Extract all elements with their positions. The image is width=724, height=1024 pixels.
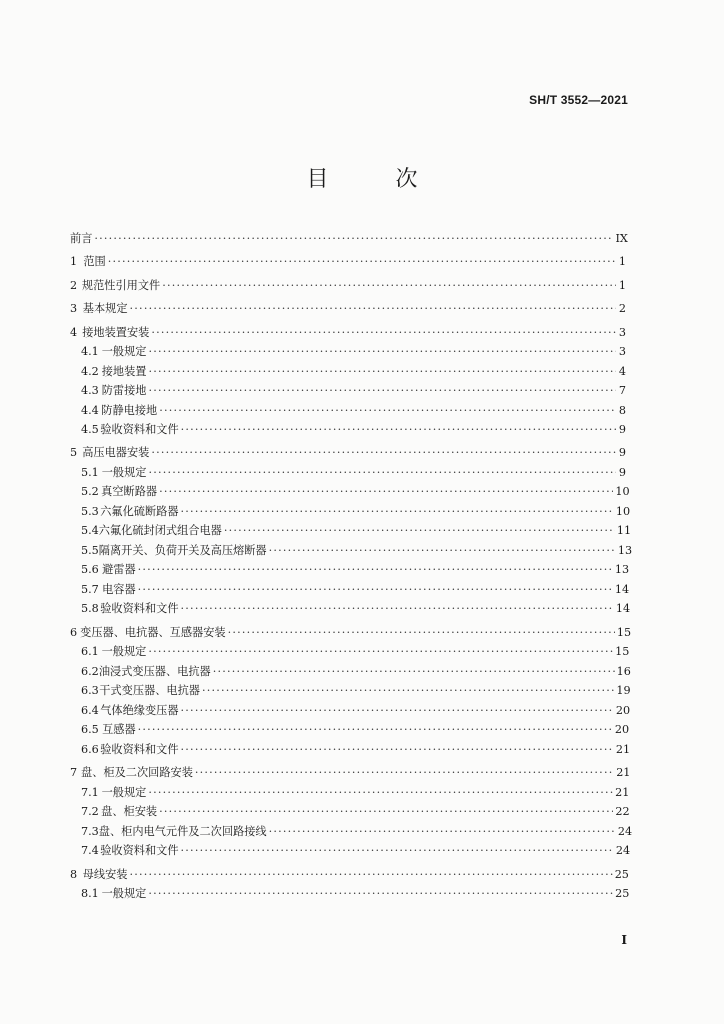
toc-entry [70,720,630,740]
toc-leader-dots [181,841,614,861]
toc-entry-page: 2 [618,302,626,316]
toc-entry [70,580,630,600]
page-folio: I [621,933,627,947]
toc-entry [70,642,630,662]
toc-entry [70,560,630,580]
toc-entry-page: 24 [615,844,631,858]
toc-entry [70,783,630,803]
toc-entry-number: 8 [70,867,78,881]
toc-entry-page: 11 [616,524,632,538]
toc-entry-page: 3 [618,345,626,359]
toc-entry-label: 规范性引用文件 [81,278,161,292]
toc-entry-number: 7.1 [81,785,99,799]
toc-entry-number: 6.6 [81,742,99,756]
toc-entry-number: 7 [70,766,78,780]
toc-leader-dots [149,463,617,483]
toc-entry-label: 前言 [70,232,93,245]
toc-entry-number: 5.2 [81,485,99,499]
toc-leader-dots [149,342,617,362]
toc-entry-label: 防静电接地 [101,403,158,417]
toc-entry-page: 7 [618,384,626,398]
toc-entry [70,884,630,904]
toc-leader-dots [195,763,614,783]
toc-leader-dots [269,822,616,842]
toc-entry [70,541,633,561]
toc-entry-label: 防雷接地 [101,384,147,398]
toc-leader-dots [108,252,616,272]
toc-leader-dots [148,642,613,662]
toc-entry [70,662,631,682]
toc-entry [70,362,626,382]
toc-entry-label: 验收资料和文件 [100,742,179,756]
toc-entry-label: 变压器、电抗器、互感器安装 [80,625,226,639]
toc-entry-page: 4 [618,364,626,378]
page-title: 目 次 [306,167,448,192]
toc-entry-page: 14 [615,602,631,616]
toc-entry-label: 互感器 [102,723,136,737]
toc-entry-label: 真空断路器 [101,485,158,499]
toc-entry-label: 盘、柜内电气元件及二次回路接线 [98,824,267,838]
toc-leader-dots [148,783,613,803]
toc-entry-number: 4.2 [81,364,99,378]
toc-leader-dots [162,276,616,296]
toc-entry [70,802,630,822]
toc-entry-number: 6.4 [81,703,99,717]
toc-entry-number: 5.6 [81,563,99,577]
toc-entry [70,229,626,249]
toc-entry-label: 一般规定 [101,785,147,799]
toc-entry-label: 隔离开关、负荷开关及高压熔断器 [98,543,267,557]
toc-entry [70,502,631,522]
toc-entry-number: 4.3 [81,384,99,398]
toc-entry [70,323,626,343]
toc-entry-label: 验收资料和文件 [100,423,179,437]
standard-code: SH/T 3552—2021 [529,93,628,107]
toc-leader-dots [228,623,615,643]
toc-entry-page: 14 [614,582,630,596]
toc-entry-number: 1 [70,255,78,269]
toc-entry-page: 10 [615,485,630,499]
toc-entry-page: 22 [615,805,630,819]
toc-entry [70,482,630,502]
toc-entry-label: 基本规定 [82,302,128,316]
toc-leader-dots [129,865,612,885]
toc-entry-page: 8 [618,403,626,417]
toc-entry-page: IX [615,232,628,245]
toc-entry-number: 7.2 [81,805,99,819]
toc-entry-label: 接地装置安装 [82,325,150,339]
toc-leader-dots [159,401,616,421]
toc-entry-number: 6.1 [81,645,99,659]
toc-entry [70,381,626,401]
toc-entry [70,521,632,541]
toc-entry [70,443,626,463]
toc-entry-label: 一般规定 [101,645,147,659]
table-of-contents [70,229,633,904]
toc-entry-page: 10 [615,504,631,518]
toc-entry [70,681,631,701]
toc-entry [70,276,626,296]
toc-entry-label: 气体绝缘变压器 [100,703,179,717]
toc-entry-page: 21 [616,766,631,780]
toc-entry [70,420,626,440]
toc-entry-number: 4.4 [81,403,99,417]
toc-entry-number: 5.7 [81,582,99,596]
toc-leader-dots [159,802,613,822]
toc-leader-dots [149,381,617,401]
toc-entry-page: 20 [614,723,630,737]
toc-entry-number: 5.3 [81,504,99,518]
toc-entry-label: 母线安装 [82,867,128,881]
toc-entry-number: 6.5 [81,723,99,737]
toc-entry-number: 4.1 [81,345,99,359]
toc-entry-label: 六氟化硫断路器 [100,504,179,518]
toc-entry-label: 六氟化硫封闭式组合电器 [98,524,222,538]
toc-entry-number: 6 [70,625,78,639]
toc-entry-label: 范围 [83,255,106,269]
toc-entry-number: 3 [70,302,78,316]
toc-entry-page: 21 [615,742,631,756]
toc-entry-label: 油浸式变压器、电抗器 [98,664,211,678]
toc-entry-label: 避雷器 [102,563,136,577]
toc-entry-label: 盘、柜安装 [101,805,158,819]
toc-leader-dots [202,681,614,701]
toc-entry-label: 电容器 [102,582,136,596]
toc-entry-page: 9 [618,423,626,437]
toc-leader-dots [224,521,615,541]
toc-entry-number: 2 [70,278,78,292]
toc-entry-page: 20 [615,703,631,717]
toc-entry-label: 高压电器安装 [82,446,150,460]
toc-entry [70,763,631,783]
toc-leader-dots [148,884,613,904]
toc-entry-number: 7.3 [81,824,99,838]
toc-entry-page: 13 [614,563,630,577]
toc-entry-page: 19 [616,684,631,698]
toc-entry [70,599,631,619]
toc-leader-dots [130,299,616,319]
toc-entry-page: 21 [615,785,630,799]
toc-leader-dots [181,740,614,760]
toc-entry-label: 验收资料和文件 [100,602,179,616]
toc-entry [70,865,629,885]
toc-entry-page: 3 [618,325,626,339]
toc-leader-dots [181,420,616,440]
toc-entry-page: 15 [615,645,630,659]
toc-entry-number: 5.5 [81,543,99,557]
toc-entry-page: 25 [615,887,630,901]
toc-entry-label: 接地装置 [101,364,147,378]
toc-entry-page: 9 [618,446,626,460]
toc-leader-dots [213,662,615,682]
toc-entry [70,623,632,643]
toc-leader-dots [269,541,616,561]
toc-entry-label: 一般规定 [101,465,147,479]
toc-leader-dots [181,502,614,522]
toc-entry-label: 一般规定 [101,887,147,901]
toc-leader-dots [151,443,616,463]
toc-entry [70,252,626,272]
toc-leader-dots [138,720,613,740]
toc-entry [70,463,626,483]
toc-entry-label: 干式变压器、电抗器 [99,684,200,698]
toc-entry-number: 5.8 [81,602,99,616]
toc-leader-dots [181,599,614,619]
toc-entry [70,299,626,319]
toc-leader-dots [181,701,614,721]
toc-leader-dots [94,229,613,249]
toc-entry-number: 6.3 [81,684,99,698]
toc-entry-number: 8.1 [81,887,99,901]
toc-leader-dots [159,482,613,502]
toc-entry-label: 一般规定 [101,345,147,359]
toc-entry-page: 15 [616,625,632,639]
toc-entry [70,822,633,842]
toc-entry-number: 6.2 [81,664,99,678]
toc-entry [70,740,631,760]
toc-entry [70,342,626,362]
toc-leader-dots [138,560,613,580]
toc-leader-dots [149,362,617,382]
toc-entry-number: 4.5 [81,423,99,437]
toc-entry [70,841,631,861]
toc-entry-number: 7.4 [81,844,99,858]
toc-entry-page: 24 [617,824,633,838]
toc-leader-dots [138,580,613,600]
toc-entry-number: 5.1 [81,465,99,479]
toc-entry-label: 验收资料和文件 [100,844,179,858]
toc-entry-label: 盘、柜及二次回路安装 [81,766,193,780]
toc-entry [70,401,626,421]
toc-entry-page: 25 [614,867,629,881]
toc-entry-page: 16 [616,664,631,678]
toc-entry-page: 1 [618,255,626,269]
toc-leader-dots [151,323,616,343]
toc-entry-page: 1 [618,278,626,292]
toc-entry-page: 13 [617,543,633,557]
toc-entry [70,701,631,721]
toc-entry-number: 5 [70,446,78,460]
toc-entry-page: 9 [618,465,626,479]
toc-entry-number: 4 [70,325,78,339]
toc-entry-number: 5.4 [81,524,99,538]
